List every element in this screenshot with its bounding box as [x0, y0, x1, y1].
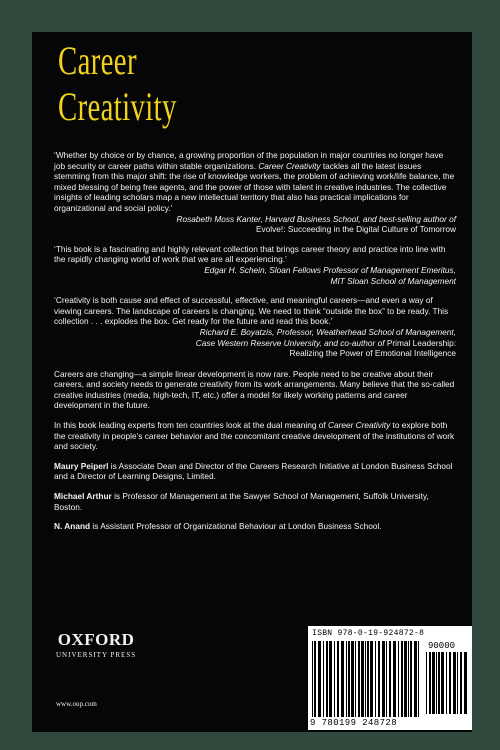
barcode-stripe — [389, 641, 391, 717]
author-bio: is Professor of Management at the Sawyer School of Management, Suffolk University, Boston. — [54, 491, 429, 512]
ean-number: 9 780199 248728 — [310, 718, 398, 728]
description-paragraph-2 — [54, 420, 456, 452]
barcode-stripe — [326, 641, 328, 717]
attribution-line: Edgar H. Schein, Sloan Fellows Professor of Management Emeritus, — [204, 264, 456, 275]
barcode-stripe — [329, 641, 332, 717]
author-name: Maury Peiperl — [54, 460, 109, 471]
barcode-stripe — [457, 652, 458, 714]
attribution-schein — [54, 265, 456, 286]
description-paragraph-1: Careers are changing—a simple linear development is now rare. People need to be creative about their careers, and society needs to generate creativity from its work arrangements. Many believe that the so-called creative industries (media, high-tech, IT, etc.) offer a model for likely working patterns and career development in the future. — [54, 368, 455, 411]
publisher-subtitle: UNIVERSITY PRESS — [56, 651, 137, 659]
author-bio-peiperl — [54, 461, 456, 482]
quote-text: ‘Whether by choice or by chance, a growing proportion of the population in major countries no longer have job security or career paths within stable organizations. — [54, 150, 444, 171]
barcode-stripe — [393, 641, 396, 717]
title-line-2: Creativity — [58, 84, 177, 129]
barcode-stripe — [312, 641, 313, 717]
barcode-stripe — [449, 652, 451, 714]
publisher-url: www.oup.com — [56, 700, 97, 708]
author-name: N. Anand — [54, 521, 91, 532]
attribution-line: Realizing the Power of Emotional Intelligence — [289, 348, 456, 359]
author-name: Michael Arthur — [54, 491, 112, 502]
barcode-stripe — [375, 641, 376, 717]
barcode-stripe — [378, 641, 380, 717]
attribution-kanter — [54, 214, 456, 235]
attribution-line: Primal Leadership: — [384, 337, 456, 348]
barcode-stripe — [382, 641, 385, 717]
barcode-stripe — [318, 641, 321, 717]
description-book-title: Career Creativity — [327, 420, 391, 431]
attribution-line: Case Western Reserve University, and co-author of — [195, 337, 385, 348]
quote-schein: ‘This book is a fascinating and highly relevant collection that brings career theory and practice into line with the rapidly changing world of work that we are all experiencing.’ — [54, 243, 446, 265]
author-bio-anand — [54, 521, 456, 532]
author-bio: is Assistant Professor of Organizational Behaviour at London Business School. — [90, 521, 382, 532]
barcode-stripe — [453, 652, 456, 714]
barcode-stripe — [314, 641, 316, 717]
barcode-stripe — [351, 641, 354, 717]
attribution-boyatzis — [54, 327, 456, 359]
barcode-stripe — [414, 641, 417, 717]
attribution-line: Rosabeth Moss Kanter, Harvard Business School, and best-selling author of — [176, 213, 456, 224]
price-code: 90000 — [428, 641, 456, 651]
barcode-stripe — [361, 641, 364, 717]
barcode-stripe — [346, 641, 347, 717]
barcode-stripe — [432, 652, 435, 714]
barcode-stripe — [429, 652, 431, 714]
quote-book-title: Career Creativity — [258, 160, 321, 171]
barcode-stripe — [341, 641, 344, 717]
barcode-stripe — [355, 641, 356, 717]
ean-barcode — [312, 641, 422, 717]
author-bio: is Associate Dean and Director of the Careers Research Initiative at London Business School and a Director of Learning Designs, Limited. — [54, 460, 453, 482]
barcode-box — [308, 626, 472, 730]
barcode-stripe — [401, 641, 403, 717]
barcode-stripe — [426, 652, 427, 714]
barcode-stripe — [441, 652, 444, 714]
barcode-stripe — [334, 641, 335, 717]
barcode-stripe — [446, 652, 447, 714]
cover-text — [54, 150, 456, 532]
barcode-stripe — [386, 641, 387, 717]
description-text: to explore both the creativity in people’s career behavior and the concomitant creative development of the institutions of work and society. — [54, 420, 455, 452]
barcode-stripe — [408, 641, 409, 717]
barcode-stripe — [418, 641, 419, 717]
barcode-stripe — [358, 641, 360, 717]
barcode-stripe — [365, 641, 366, 717]
attribution-line: MIT Sloan School of Management — [330, 275, 456, 286]
quote-text: tackles all the latest issues stemming from this major shift: the rise of knowledge workers, the problem of achieving work/life balance, the mixed blessing of being free agents, and the power of those with talent in creative industries. The collective insights of leading scholars map a new intellectual territory that also has practical implications for organizational and social policy.’ — [54, 160, 455, 213]
attribution-line: Evolve!: Succeeding in the Digital Culture of Tomorrow — [256, 224, 456, 235]
publisher-name: OXFORD — [57, 630, 135, 649]
barcode-stripe — [460, 652, 462, 714]
book-title — [58, 38, 177, 130]
publisher-logo — [56, 630, 136, 659]
barcode-stripe — [436, 652, 437, 714]
quote-kanter — [54, 150, 456, 214]
attribution-line: Richard E. Boyatzis, Professor, Weatherhead School of Management, — [199, 326, 456, 337]
barcode-stripe — [323, 641, 324, 717]
barcode-stripe — [438, 652, 440, 714]
barcode-stripe — [464, 652, 467, 714]
author-bio-arthur — [54, 491, 456, 512]
barcode-stripe — [410, 641, 412, 717]
barcode-stripe — [404, 641, 407, 717]
price-barcode — [426, 652, 468, 714]
barcode-stripe — [337, 641, 339, 717]
barcode-stripe — [367, 641, 369, 717]
barcode-stripe — [348, 641, 350, 717]
description-text: In this book leading experts from ten countries look at the dual meaning of — [54, 420, 328, 431]
barcode-stripe — [398, 641, 399, 717]
title-line-1: Career — [58, 38, 137, 83]
barcode-stripe — [370, 641, 373, 717]
isbn-number: ISBN 978-0-19-924872-8 — [312, 629, 425, 638]
quote-boyatzis: ‘Creativity is both cause and effect of successful, effective, and meaningful careers—and even a way of viewing careers. The landscape of careers is changing. We need to think “outside the box” to be ready. This collection . . . explodes the box. Get ready for the future and read this book.’ — [54, 295, 449, 327]
